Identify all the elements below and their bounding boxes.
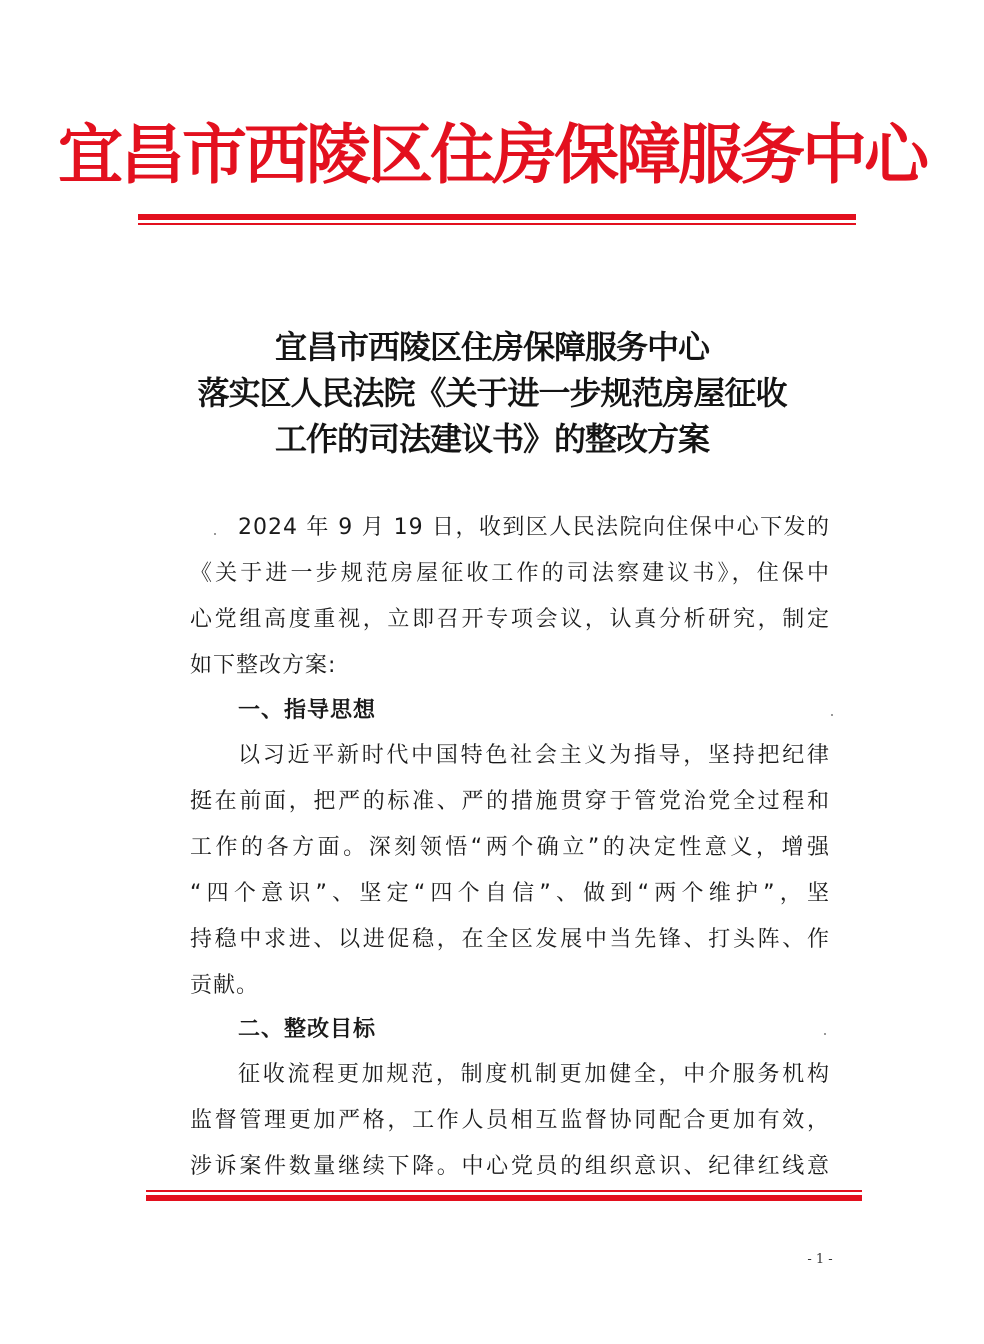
intro-line-4: 如下整改方案: [190, 653, 337, 678]
section-1-line-4: “四个意识”、坚定“四个自信”、做到“两个维护”，坚 [190, 881, 830, 906]
document-title-line-2: 落实区人民法院《关于进一步规范房屋征收 [197, 374, 787, 412]
document-title-line-1: 宜昌市西陵区住房保障服务中心 [274, 328, 709, 366]
section-2-heading: 二、整改目标 [238, 1017, 377, 1042]
section-1-line-5: 持稳中求进、以进促稳，在全区发展中当先锋、打头阵、作 [190, 927, 830, 952]
section-2-line-1: 征收流程更加规范，制度机制更加健全，中介服务机构 [238, 1062, 830, 1087]
section-1-line-3: 工作的各方面。深刻领悟“两个确立”的决定性意义，增强 [190, 835, 830, 860]
intro-line-1: 2024 年 9 月 19 日，收到区人民法院向住保中心下发的 [238, 515, 830, 540]
section-1-heading: 一、指导思想 [238, 698, 377, 723]
section-1-line-6: 贡献。 [190, 973, 260, 998]
intro-line-3: 心党组高度重视，立即召开专项会议，认真分析研究，制定 [190, 607, 830, 632]
organization-header: 宜昌市西陵区住房保障服务中心 [57, 117, 926, 193]
footer-red-rule-thin [146, 1190, 862, 1192]
document-title-line-3: 工作的司法建议书》的整改方案 [274, 420, 709, 458]
scan-speck [831, 714, 833, 716]
intro-line-2: 《关于进一步规范房屋征收工作的司法察建议书》，住保中 [190, 561, 830, 586]
section-2-line-3: 涉诉案件数量继续下降。中心党员的组织意识、纪律红线意 [190, 1154, 830, 1179]
section-1-line-2: 挺在前面，把严的标准、严的措施贯穿于管党治党全过程和 [190, 789, 830, 814]
section-2-line-2: 监督管理更加严格，工作人员相互监督协同配合更加有效， [190, 1108, 830, 1133]
scan-speck [824, 1033, 826, 1035]
scan-speck [214, 533, 216, 535]
page-number: - 1 - [807, 1252, 833, 1267]
header-red-rule-thin [138, 223, 856, 225]
section-1-line-1: 以习近平新时代中国特色社会主义为指导，坚持把纪律 [238, 743, 830, 768]
footer-red-rule-thick [146, 1195, 862, 1201]
header-red-rule-thick [138, 214, 856, 220]
